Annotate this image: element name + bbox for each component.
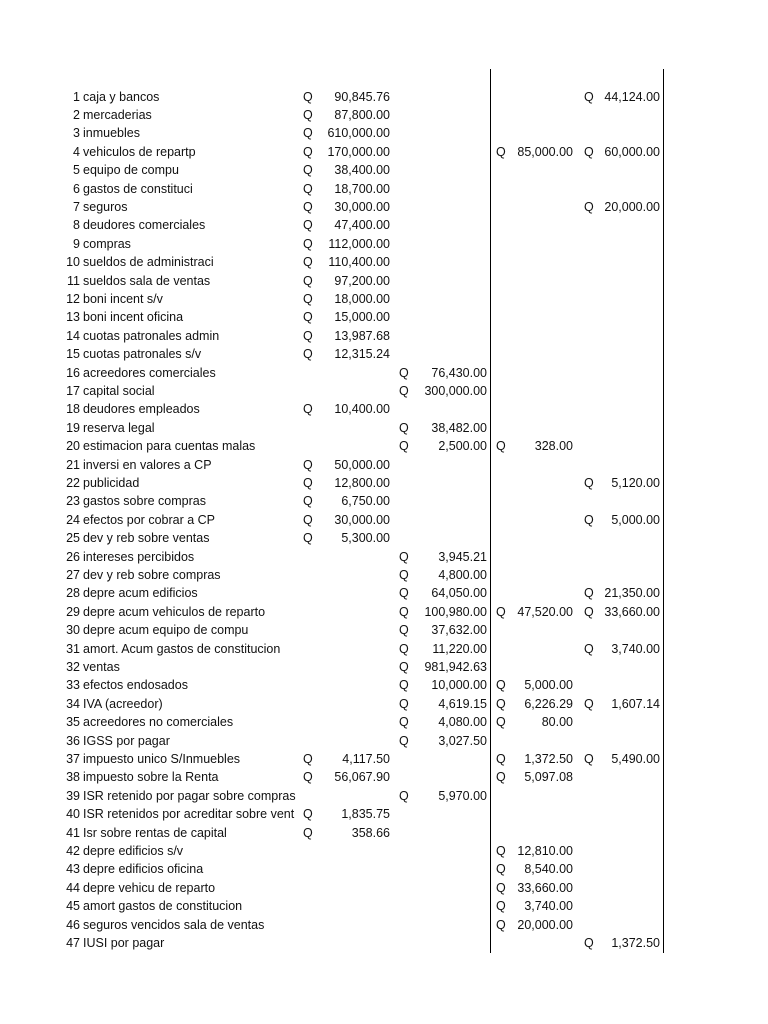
currency-symbol: Q (399, 659, 409, 674)
amount-col-4: 3,740.00 (611, 641, 660, 656)
currency-symbol: Q (399, 549, 409, 564)
currency-symbol: Q (496, 899, 506, 914)
table-row (0, 345, 768, 363)
table-row (0, 106, 768, 124)
account-number: 29 (66, 604, 80, 619)
amount-col-2: 38,482.00 (431, 420, 487, 435)
currency-symbol: Q (303, 512, 313, 527)
table-row (0, 253, 768, 271)
amount-col-4: 20,000.00 (604, 199, 660, 214)
account-number: 12 (66, 291, 80, 306)
account-number: 2 (73, 107, 80, 122)
currency-symbol: Q (303, 825, 313, 840)
table-row (0, 419, 768, 437)
table-row (0, 437, 768, 455)
amount-col-3: 3,740.00 (524, 899, 573, 914)
account-name: dev y reb sobre ventas (83, 531, 210, 546)
table-row (0, 658, 768, 676)
account-name: equipo de compu (83, 163, 179, 178)
account-name: seguros vencidos sala de ventas (83, 917, 265, 932)
account-number: 26 (66, 549, 80, 564)
amount-col-4: 60,000.00 (604, 144, 660, 159)
currency-symbol: Q (303, 291, 313, 306)
account-number: 41 (66, 825, 80, 840)
amount-col-3: 5,097.08 (524, 770, 573, 785)
amount-col-1: 50,000.00 (334, 457, 390, 472)
account-number: 25 (66, 531, 80, 546)
account-number: 34 (66, 696, 80, 711)
currency-symbol: Q (496, 770, 506, 785)
currency-symbol: Q (303, 181, 313, 196)
account-name: sueldos sala de ventas (83, 273, 211, 288)
amount-col-2: 3,027.50 (438, 733, 487, 748)
table-row (0, 676, 768, 694)
table-row (0, 492, 768, 510)
currency-symbol: Q (496, 715, 506, 730)
amount-col-3: 80.00 (541, 715, 573, 730)
account-number: 32 (66, 659, 80, 674)
account-number: 13 (66, 310, 80, 325)
currency-symbol: Q (303, 89, 313, 104)
account-name: acreedores no comerciales (83, 715, 234, 730)
currency-symbol: Q (399, 439, 409, 454)
table-row (0, 88, 768, 106)
account-name: amort gastos de constitucion (83, 899, 243, 914)
account-number: 3 (73, 126, 80, 141)
table-row (0, 824, 768, 842)
amount-col-1: 6,750.00 (341, 494, 390, 509)
account-name: depre vehicu de reparto (83, 880, 216, 895)
amount-col-3: 12,810.00 (517, 843, 573, 858)
account-name: cuotas patronales s/v (83, 347, 202, 362)
account-name: gastos sobre compras (83, 494, 206, 509)
amount-col-4: 44,124.00 (604, 89, 660, 104)
account-name: efectos por cobrar a CP (83, 512, 216, 527)
table-row (0, 474, 768, 492)
currency-symbol: Q (399, 604, 409, 619)
amount-col-1: 5,300.00 (341, 531, 390, 546)
account-name: IUSI por pagar (83, 935, 165, 950)
account-name: inversi en valores a CP (83, 457, 212, 472)
account-number: 42 (66, 843, 80, 858)
account-name: depre edificios s/v (83, 843, 184, 858)
account-name: publicidad (83, 475, 140, 490)
account-name: depre acum edificios (83, 586, 198, 601)
amount-col-2: 10,000.00 (431, 678, 487, 693)
account-name: deudores empleados (83, 402, 200, 417)
amount-col-3: 1,372.50 (524, 751, 573, 766)
amount-col-1: 112,000.00 (328, 236, 390, 251)
account-name: acreedores comerciales (83, 365, 216, 380)
table-row (0, 934, 768, 952)
account-number: 36 (66, 733, 80, 748)
account-number: 27 (66, 567, 80, 582)
account-name: impuesto sobre la Renta (83, 770, 219, 785)
currency-symbol: Q (303, 255, 313, 270)
account-name: efectos endosados (83, 678, 188, 693)
account-number: 11 (67, 273, 80, 288)
account-number: 46 (66, 917, 80, 932)
account-number: 17 (66, 383, 80, 398)
currency-symbol: Q (303, 475, 313, 490)
account-name: capital social (83, 383, 155, 398)
amount-col-1: 4,117.50 (342, 751, 390, 766)
account-name: IVA (acreedor) (83, 696, 163, 711)
account-name: depre edificios oficina (83, 862, 204, 877)
account-number: 33 (66, 678, 80, 693)
table-row (0, 382, 768, 400)
account-number: 24 (66, 512, 80, 527)
table-row (0, 713, 768, 731)
account-number: 6 (73, 181, 80, 196)
currency-symbol: Q (584, 512, 594, 527)
account-number: 7 (73, 199, 80, 214)
amount-col-1: 90,845.76 (334, 89, 390, 104)
account-name: seguros (83, 199, 128, 214)
account-name: deudores comerciales (83, 218, 206, 233)
currency-symbol: Q (303, 144, 313, 159)
amount-col-4: 1,607.14 (611, 696, 660, 711)
account-name: depre acum equipo de compu (83, 623, 249, 638)
table-row (0, 216, 768, 234)
table-row (0, 529, 768, 547)
account-number: 14 (66, 328, 80, 343)
amount-col-2: 76,430.00 (431, 365, 487, 380)
account-number: 30 (66, 623, 80, 638)
amount-col-1: 18,000.00 (334, 291, 390, 306)
account-name: dev y reb sobre compras (83, 567, 221, 582)
currency-symbol: Q (584, 604, 594, 619)
amount-col-1: 30,000.00 (334, 512, 390, 527)
table-row (0, 400, 768, 418)
currency-symbol: Q (584, 475, 594, 490)
currency-symbol: Q (584, 89, 594, 104)
currency-symbol: Q (303, 163, 313, 178)
table-row (0, 548, 768, 566)
account-name: ventas (83, 659, 120, 674)
amount-col-2: 4,619.15 (438, 696, 487, 711)
account-number: 44 (66, 880, 80, 895)
currency-symbol: Q (496, 751, 506, 766)
table-row (0, 695, 768, 713)
amount-col-4: 21,350.00 (604, 586, 660, 601)
currency-symbol: Q (303, 310, 313, 325)
table-row (0, 456, 768, 474)
currency-symbol: Q (496, 604, 506, 619)
amount-col-3: 85,000.00 (517, 144, 573, 159)
account-number: 15 (66, 347, 80, 362)
account-name: reserva legal (83, 420, 155, 435)
account-name: intereses percibidos (83, 549, 195, 564)
account-number: 37 (66, 751, 80, 766)
currency-symbol: Q (399, 365, 409, 380)
currency-symbol: Q (584, 751, 594, 766)
amount-col-1: 110,400.00 (328, 255, 390, 270)
amount-col-4: 1,372.50 (611, 935, 660, 950)
account-number: 31 (66, 641, 80, 656)
table-row (0, 364, 768, 382)
amount-col-1: 610,000.00 (327, 126, 390, 141)
currency-symbol: Q (399, 383, 409, 398)
currency-symbol: Q (303, 402, 313, 417)
account-number: 28 (66, 586, 80, 601)
amount-col-2: 100,980.00 (424, 604, 487, 619)
account-name: mercaderias (83, 107, 152, 122)
currency-symbol: Q (496, 144, 506, 159)
currency-symbol: Q (399, 678, 409, 693)
currency-symbol: Q (399, 696, 409, 711)
currency-symbol: Q (496, 439, 506, 454)
table-row (0, 860, 768, 878)
currency-symbol: Q (303, 273, 313, 288)
amount-col-2: 4,800.00 (438, 567, 487, 582)
account-number: 45 (66, 899, 80, 914)
currency-symbol: Q (303, 107, 313, 122)
amount-col-1: 47,400.00 (334, 218, 390, 233)
currency-symbol: Q (399, 567, 409, 582)
account-number: 47 (66, 935, 80, 950)
currency-symbol: Q (303, 218, 313, 233)
amount-col-1: 30,000.00 (334, 199, 390, 214)
table-row (0, 897, 768, 915)
currency-symbol: Q (303, 494, 313, 509)
currency-symbol: Q (496, 843, 506, 858)
account-name: sueldos de administraci (83, 255, 214, 270)
currency-symbol: Q (399, 586, 409, 601)
account-number: 20 (66, 439, 80, 454)
table-row (0, 272, 768, 290)
amount-col-2: 4,080.00 (438, 715, 487, 730)
currency-symbol: Q (584, 144, 594, 159)
amount-col-2: 3,945.21 (438, 549, 487, 564)
amount-col-2: 64,050.00 (431, 586, 487, 601)
amount-col-3: 5,000.00 (524, 678, 573, 693)
account-number: 23 (66, 494, 80, 509)
account-number: 43 (66, 862, 80, 877)
currency-symbol: Q (303, 770, 313, 785)
account-name: depre acum vehiculos de reparto (83, 604, 266, 619)
account-name: vehiculos de repartp (83, 144, 196, 159)
table-row (0, 308, 768, 326)
account-number: 16 (66, 365, 80, 380)
account-number: 18 (66, 402, 80, 417)
currency-symbol: Q (303, 126, 313, 141)
account-name: boni incent s/v (83, 291, 163, 306)
amount-col-3: 33,660.00 (517, 880, 573, 895)
table-row (0, 198, 768, 216)
currency-symbol: Q (399, 623, 409, 638)
currency-symbol: Q (399, 641, 409, 656)
table-row (0, 124, 768, 142)
table-row (0, 603, 768, 621)
currency-symbol: Q (303, 236, 313, 251)
account-number: 19 (66, 420, 80, 435)
account-number: 10 (66, 255, 80, 270)
amount-col-2: 11,220.00 (432, 641, 487, 656)
account-name: gastos de constituci (83, 181, 193, 196)
account-name: estimacion para cuentas malas (83, 439, 256, 454)
amount-col-4: 5,000.00 (611, 512, 660, 527)
amount-col-4: 5,120.00 (611, 475, 660, 490)
account-number: 8 (73, 218, 80, 233)
table-row (0, 566, 768, 584)
amount-col-2: 2,500.00 (438, 439, 487, 454)
amount-col-1: 358.66 (351, 825, 390, 840)
amount-col-1: 38,400.00 (334, 163, 390, 178)
amount-col-2: 981,942.63 (424, 659, 487, 674)
account-name: Isr sobre rentas de capital (83, 825, 227, 840)
currency-symbol: Q (303, 347, 313, 362)
account-name: inmuebles (83, 126, 140, 141)
amount-col-3: 8,540.00 (524, 862, 573, 877)
amount-col-1: 97,200.00 (334, 273, 390, 288)
amount-col-3: 328.00 (534, 439, 573, 454)
currency-symbol: Q (303, 199, 313, 214)
amount-col-4: 5,490.00 (611, 751, 660, 766)
currency-symbol: Q (496, 917, 506, 932)
table-row (0, 161, 768, 179)
amount-col-4: 33,660.00 (604, 604, 660, 619)
amount-col-1: 12,315.24 (334, 347, 390, 362)
table-row (0, 768, 768, 786)
account-name: impuesto unico S/Inmuebles (83, 751, 241, 766)
amount-col-1: 13,987.68 (334, 328, 390, 343)
amount-col-2: 5,970.00 (438, 788, 487, 803)
currency-symbol: Q (584, 199, 594, 214)
amount-col-3: 47,520.00 (517, 604, 573, 619)
amount-col-2: 300,000.00 (424, 383, 487, 398)
account-number: 4 (73, 144, 80, 159)
table-row (0, 787, 768, 805)
currency-symbol: Q (303, 457, 313, 472)
currency-symbol: Q (496, 678, 506, 693)
account-number: 35 (66, 715, 80, 730)
table-row (0, 180, 768, 198)
table-row (0, 290, 768, 308)
currency-symbol: Q (399, 788, 409, 803)
account-name: caja y bancos (83, 89, 160, 104)
amount-col-1: 18,700.00 (334, 181, 390, 196)
currency-symbol: Q (399, 420, 409, 435)
amount-col-1: 170,000.00 (327, 144, 390, 159)
currency-symbol: Q (584, 935, 594, 950)
currency-symbol: Q (584, 586, 594, 601)
amount-col-1: 56,067.90 (334, 770, 390, 785)
account-name: ISR retenido por pagar sobre compras (83, 788, 296, 803)
account-number: 38 (66, 770, 80, 785)
table-row (0, 235, 768, 253)
currency-symbol: Q (303, 807, 313, 822)
table-row (0, 584, 768, 602)
currency-symbol: Q (496, 880, 506, 895)
table-row (0, 327, 768, 345)
table-row (0, 511, 768, 529)
account-number: 21 (66, 457, 80, 472)
amount-col-1: 12,800.00 (334, 475, 390, 490)
currency-symbol: Q (584, 696, 594, 711)
currency-symbol: Q (303, 751, 313, 766)
table-row (0, 805, 768, 823)
account-number: 5 (73, 163, 80, 178)
currency-symbol: Q (399, 733, 409, 748)
amount-col-3: 20,000.00 (517, 917, 573, 932)
account-name: cuotas patronales admin (83, 328, 220, 343)
account-number: 1 (73, 89, 80, 104)
table-row (0, 916, 768, 934)
account-number: 9 (73, 236, 80, 251)
table-row (0, 143, 768, 161)
amount-col-1: 15,000.00 (334, 310, 390, 325)
currency-symbol: Q (584, 641, 594, 656)
amount-col-3: 6,226.29 (524, 696, 573, 711)
account-number: 39 (66, 788, 80, 803)
amount-col-1: 10,400.00 (334, 402, 390, 417)
account-number: 40 (66, 807, 80, 822)
table-row (0, 842, 768, 860)
table-row (0, 750, 768, 768)
currency-symbol: Q (303, 531, 313, 546)
amount-col-1: 1,835.75 (341, 807, 390, 822)
currency-symbol: Q (496, 862, 506, 877)
table-row (0, 732, 768, 750)
amount-col-1: 87,800.00 (334, 107, 390, 122)
table-row (0, 879, 768, 897)
account-name: compras (83, 236, 131, 251)
account-name: ISR retenidos por acreditar sobre vent (83, 807, 295, 822)
account-number: 22 (66, 475, 80, 490)
amount-col-2: 37,632.00 (431, 623, 487, 638)
currency-symbol: Q (496, 696, 506, 711)
table-row (0, 621, 768, 639)
currency-symbol: Q (303, 328, 313, 343)
table-row (0, 640, 768, 658)
account-name: boni incent oficina (83, 310, 184, 325)
currency-symbol: Q (399, 715, 409, 730)
account-name: IGSS por pagar (83, 733, 170, 748)
account-name: amort. Acum gastos de constitucion (83, 641, 281, 656)
